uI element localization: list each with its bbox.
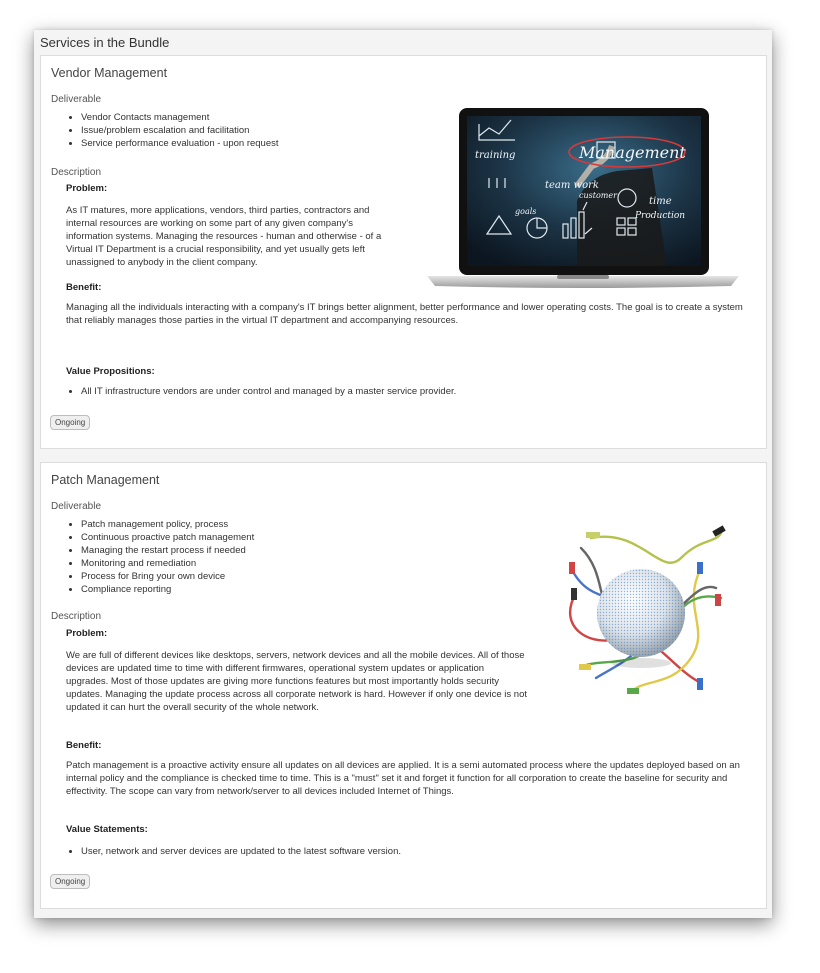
panel-title: Services in the Bundle: [40, 35, 170, 50]
image-text-training: training: [475, 150, 516, 161]
laptop-management-image: [427, 106, 739, 291]
value-list: [67, 845, 401, 858]
problem-text: We are full of different devices like desktops, servers, network devices and all the mobile devices. All of those devices are updated time to time with different firmwares, operational system updates or application upgrades. Most of those updates are giving more functions features but most importantly holds security updates. Managing the update process across all corporate network is hard. However if only one device is not updated it can hurt the overall security of the whole network.: [66, 650, 528, 713]
list-item: • Continuous proactive patch management: [81, 531, 254, 544]
status-badge: Ongoing: [50, 415, 90, 430]
benefit-text: Managing all the individuals interacting with a company's IT brings better alignment, better performance and lower operating costs. The goal is to create a system that reliably manages those parties in the virtual IT department and accompanying resources.: [66, 302, 743, 326]
list-item: • All IT infrastructure vendors are under control and managed by a master service provider.: [81, 385, 456, 398]
deliverable-list: [67, 111, 279, 150]
service-card-vendor-management: [40, 55, 767, 449]
image-text-customer: customer: [579, 191, 617, 200]
problem-heading: Problem:: [66, 628, 108, 639]
deliverable-label: Deliverable: [51, 94, 102, 105]
list-item: • Vendor Contacts management: [81, 111, 279, 124]
list-item: • Monitoring and remediation: [81, 557, 254, 570]
list-item: • Compliance reporting: [81, 583, 254, 596]
list-item: • Process for Bring your own device: [81, 570, 254, 583]
list-item: • Issue/problem escalation and facilitation: [81, 124, 279, 137]
service-title: Vendor Management: [51, 66, 168, 80]
list-item: • Service performance evaluation - upon request: [81, 137, 279, 150]
image-text-production: Production: [635, 211, 686, 221]
benefit-heading: Benefit:: [66, 740, 102, 751]
value-heading: Value Propositions:: [66, 366, 155, 377]
problem-heading: Problem:: [66, 183, 108, 194]
value-list: [67, 385, 456, 398]
image-text-time: time: [649, 196, 672, 207]
value-heading: Value Statements:: [66, 824, 148, 835]
list-item: • Patch management policy, process: [81, 518, 254, 531]
globe-network-image: [551, 518, 729, 698]
problem-text: As IT matures, more applications, vendors, third parties, contractors and internal resources are working on some part of any given company's information systems. Managing the resources - human and otherwise - of a Virtual IT Department is a crucial responsibility, and yet usually gets left unassigned to anybody in the client company.: [66, 205, 382, 268]
list-item: • Managing the restart process if needed: [81, 544, 254, 557]
benefit-heading: Benefit:: [66, 282, 102, 293]
list-item: • User, network and server devices are updated to the latest software version.: [81, 845, 401, 858]
service-card-patch-management: [40, 462, 767, 909]
benefit-text: Patch management is a proactive activity ensure all updates on all devices are applied. It is a semi automated process where the updates deployed based on an internal policy and the compliance is checked time to time. This is a "must" set it and forget it function for all corporation to create the baseline for security and effectivity. The scope can vary from network/server to all devices included Internet of Things.: [66, 760, 740, 797]
image-text-team-work: team work: [545, 180, 599, 191]
service-title: Patch Management: [51, 473, 160, 487]
description-label: Description: [51, 167, 102, 178]
image-text-goals: goals: [515, 207, 537, 216]
deliverable-label: Deliverable: [51, 501, 102, 512]
status-badge: Ongoing: [50, 874, 90, 889]
services-panel: [34, 30, 772, 918]
description-label: Description: [51, 611, 102, 622]
deliverable-list: [67, 518, 254, 596]
image-text-management: Management: [579, 143, 686, 162]
